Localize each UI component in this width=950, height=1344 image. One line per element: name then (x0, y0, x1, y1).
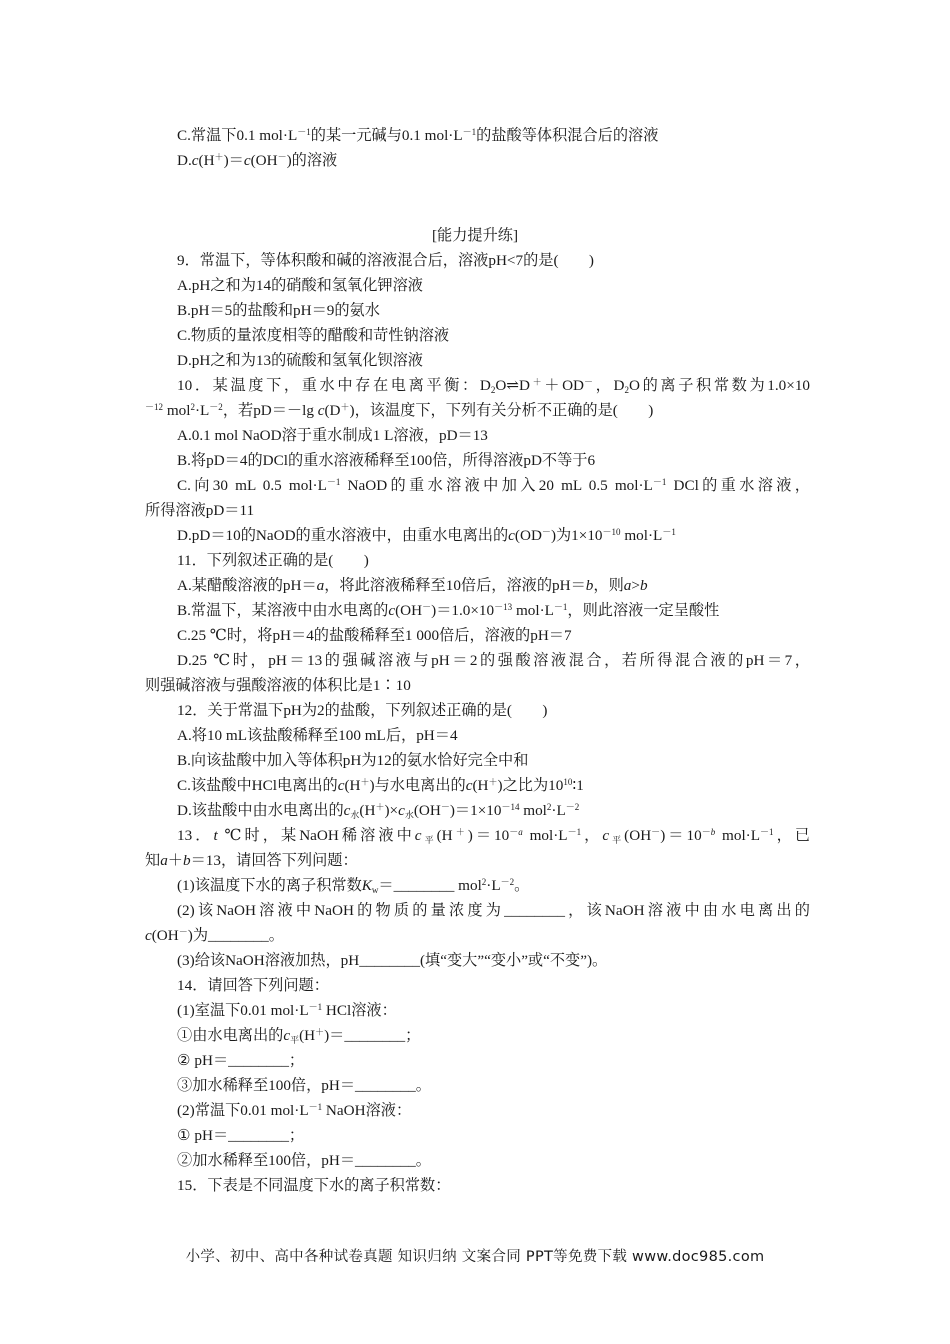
question-14: 14．请回答下列问题： (177, 977, 329, 994)
q12-option-b: B.向该盐酸中加入等体积pH为12的氨水恰好完全中和 (177, 752, 529, 769)
q12-option-a: A.将10 mL该盐酸稀释至100 mL后，pH＝4 (177, 727, 458, 744)
q12-option-d: D.该盐酸中由水电离出的$c_水(H^+)\times c_水(OH^-)=1\times 10^{-14}$ $mol^2\cdot L^{-2}$ (177, 802, 580, 820)
question-11: 11．下列叙述正确的是( ) (177, 552, 369, 569)
q12-option-c: C.该盐酸中HCl电离出的c(H＋)与水电离出的c(H＋)之比为$10^{10}∶1$ (177, 777, 584, 794)
q14-part-1: (1)室温下0.01 $mol\cdot L^{-1}$ HCl溶液： (177, 1002, 397, 1019)
q14-part-2: (2)常温下0.01 $mol\cdot L^{-1}$ NaOH溶液： (177, 1102, 412, 1119)
q14-part-1a: ①由水电离出的$c_平(H^+)=\_\_\_\_\_\_\_\_$； (177, 1027, 421, 1045)
q14-part-1b: ② pH＝________； (177, 1052, 305, 1069)
question-13-line2: 知a＋b＝13，请回答下列问题： (145, 852, 358, 869)
q10-option-c-line1: C.向30 mL 0.5 $mol\cdot L^{-1}$ NaOD的重水溶液中加入20 mL 0.5 $mol\cdot L^{-1}$ DCl的重水溶液， (177, 477, 810, 494)
q13-part-1: (1)该温度下水的离子积常数$K_w=\_\_\_\_\_\_\_\_$ $mol^2\cdot L^{-2}$。 (177, 877, 530, 895)
question-10-line2: $^{-12}$ $mol^2\cdot L^{-2}$，若pD＝－lg c(D＋)，该温度下，下列有关分析不正确的是( ) (145, 402, 654, 419)
q13-part-2-line2: c(OH－)为________。 (145, 927, 284, 944)
q14-part-2b: ②加水稀释至100倍，pH＝________。 (177, 1152, 431, 1169)
question-9: 9．常温下，等体积酸和碱的溶液混合后，溶液pH<7的是( ) (177, 252, 594, 269)
q8-option-d: D.c(H＋)＝c(OH－)的溶液 (177, 152, 338, 169)
q9-option-c: C.物质的量浓度相等的醋酸和苛性钠溶液 (177, 327, 450, 344)
q11-option-d-line1: D.25 ℃时，pH＝13的强碱溶液与pH＝2的强酸溶液混合，若所得混合液的pH＝7， (177, 652, 810, 669)
question-13-line1: 13．t ℃时，某NaOH稀溶液中$c_平(H^+)=10^{-a}$ $mol\cdot L^{-1}$，$c_平(OH^-)=10^{-b}$ $mol\cdot L^{-1}$，已 (177, 827, 810, 845)
q8-option-c: C.常温下0.1 $mol\cdot L^{-1}$的某一元碱与0.1 $mol\cdot L^{-1}$的盐酸等体积混合后的溶液 (177, 127, 659, 144)
q9-option-a: A.pH之和为14的硝酸和氢氧化钾溶液 (177, 277, 423, 294)
q13-part-2-line1: (2)该NaOH溶液中NaOH的物质的量浓度为________，该NaOH溶液中由水电离出的 (177, 902, 810, 919)
q10-option-a: A.0.1 mol NaOD溶于重水制成1 L溶液，pD＝13 (177, 427, 488, 444)
q10-option-c-line2: 所得溶液pD＝11 (145, 502, 255, 519)
q11-option-b: B.常温下，某溶液中由水电离的$c(OH^-)=1.0\times 10^{-13}$ $mol\cdot L^{-1}$，则此溶液一定呈酸性 (177, 602, 720, 619)
q9-option-d: D.pH之和为13的硫酸和氢氧化钡溶液 (177, 352, 423, 369)
q9-option-b: B.pH＝5的盐酸和pH＝9的氨水 (177, 302, 380, 319)
q11-option-d-line2: 则强碱溶液与强酸溶液的体积比是1∶10 (145, 677, 411, 694)
question-15: 15．下表是不同温度下水的离子积常数： (177, 1177, 451, 1194)
question-12: 12．关于常温下pH为2的盐酸，下列叙述正确的是( ) (177, 702, 548, 719)
q11-option-a: A.某醋酸溶液的pH＝a，将此溶液稀释至10倍后，溶液的pH＝b，则a>b (177, 577, 648, 594)
q10-option-b: B.将pD＝4的DCl的重水溶液稀释至100倍，所得溶液pD不等于6 (177, 452, 596, 469)
q10-option-d: D.pD＝10的NaOD的重水溶液中，由重水电离出的c(OD－)为$1\times 10^{-10}$ $mol\cdot L^{-1}$ (177, 527, 676, 544)
section-title: [能力提升练] (431, 227, 519, 244)
q14-part-1c: ③加水稀释至100倍，pH＝________。 (177, 1077, 431, 1094)
question-10-line1: 10．某温度下，重水中存在电离平衡：$D_2O\rightleftharpoons D^++OD^-$，$D_2O$的离子积常数为1.0×10 (177, 377, 811, 395)
q13-part-3: (3)给该NaOH溶液加热，pH________(填“变大”“变小”或“不变”)。 (177, 952, 608, 969)
q14-part-2a: ① pH＝________； (177, 1127, 305, 1144)
footer-banner: 小学、初中、高中各种试卷真题 知识归纳 文案合同 PPT等免费下载 www.doc985.com (185, 1249, 765, 1265)
q11-option-c: C.25 ℃时，将pH＝4的盐酸稀释至1 000倍后，溶液的pH＝7 (177, 627, 572, 644)
